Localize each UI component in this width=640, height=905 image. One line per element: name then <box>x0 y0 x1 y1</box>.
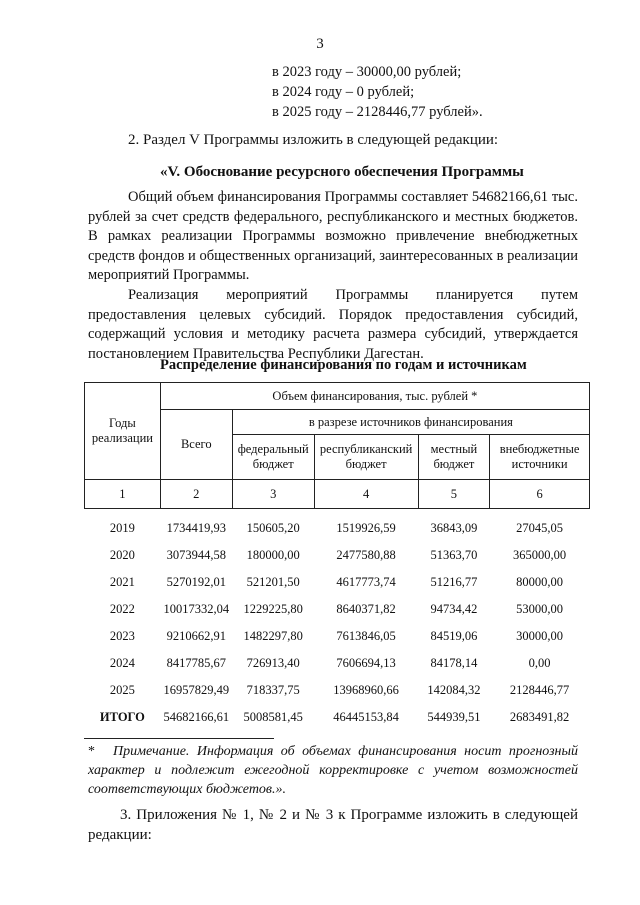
cell-total: 3073944,58 <box>166 548 226 562</box>
cell-federal: 180000,00 <box>246 548 300 562</box>
cell-republic: 7613846,05 <box>336 629 396 643</box>
cell-total: 10017332,04 <box>163 602 230 616</box>
cell-republic: 2477580,88 <box>336 548 396 562</box>
item-2-text: 2. Раздел V Программы изложить в следующей редакции: <box>128 132 499 148</box>
cell-extra: 80000,00 <box>516 575 564 589</box>
table-row <box>85 596 590 623</box>
cell-extra: 27045,05 <box>516 521 564 535</box>
cell-year: 2021 <box>109 575 135 589</box>
header-volume: Объем финансирования, тыс. рублей * <box>160 383 589 410</box>
header-years: Годы реализации <box>85 383 161 480</box>
table-row <box>85 509 590 543</box>
column-number: 6 <box>490 480 590 509</box>
cell-federal: 5008581,45 <box>243 710 303 724</box>
table-row <box>85 623 590 650</box>
table-total-row <box>85 704 590 731</box>
paragraph-total-funding: Общий объем финансирования Программы составляет 54682166,61 тыс. рублей за счет средств федерального, республиканского и местных бюджетов. В рамках реализации Программы возможно привлечение внебюджетных средств фондов и общественных организаций, заинтересованных в реализации мероприятий Программы. <box>88 189 578 283</box>
cell-total: 8417785,67 <box>166 656 226 670</box>
cell-total: 16957829,49 <box>163 683 230 697</box>
cell-republic: 1519926,59 <box>336 521 396 535</box>
table-row <box>85 650 590 677</box>
column-number: 3 <box>232 480 314 509</box>
cell-total-label: ИТОГО <box>99 710 145 724</box>
cell-federal: 718337,75 <box>246 683 300 697</box>
continuation-line-2025: в 2025 году – 2128446,77 рублей». <box>272 104 483 120</box>
funding-table <box>84 382 590 731</box>
cell-republic: 8640371,82 <box>336 602 396 616</box>
cell-extra: 365000,00 <box>513 548 567 562</box>
footnote <box>88 742 578 799</box>
table-caption: Распределение финансирования по годам и источникам <box>160 357 527 373</box>
header-republic: республиканский бюджет <box>314 435 418 480</box>
cell-extra: 0,00 <box>528 656 551 670</box>
table-row <box>85 677 590 704</box>
cell-year: 2023 <box>109 629 135 643</box>
cell-total: 1734419,93 <box>166 521 226 535</box>
cell-republic: 4617773,74 <box>336 575 396 589</box>
footnote-star: * <box>88 744 95 759</box>
cell-federal: 150605,20 <box>246 521 300 535</box>
column-number: 4 <box>314 480 418 509</box>
cell-federal: 521201,50 <box>246 575 300 589</box>
header-extra: внебюджетные источники <box>490 435 590 480</box>
cell-local: 142084,32 <box>427 683 481 697</box>
section-title: «V. Обоснование ресурсного обеспечения Программы <box>160 164 524 180</box>
cell-year: 2019 <box>109 521 135 535</box>
cell-republic: 13968960,66 <box>333 683 399 697</box>
cell-federal: 726913,40 <box>246 656 300 670</box>
item-3-text: 3. Приложения № 1, № 2 и № 3 к Программе изложить в следующей редакции: <box>88 807 578 843</box>
cell-extra: 53000,00 <box>516 602 564 616</box>
page-number: 3 <box>316 36 324 52</box>
continuation-line-2023: в 2023 году – 30000,00 рублей; <box>272 64 462 80</box>
footnote-divider <box>84 738 274 739</box>
cell-local: 544939,51 <box>427 710 481 724</box>
cell-year: 2022 <box>109 602 135 616</box>
cell-republic: 7606694,13 <box>336 656 396 670</box>
table-row <box>85 542 590 569</box>
paragraph-subsidies: Реализация мероприятий Программы планируется путем предоставления целевых субсидий. Порядок предоставления субсидий, содержащий условия и методику расчета размера субсидий, утверждается постановлением Правительства Республики Дагестан. <box>88 287 578 362</box>
cell-extra: 2683491,82 <box>509 710 570 724</box>
header-total: Всего <box>160 410 232 480</box>
header-federal: федеральный бюджет <box>232 435 314 480</box>
cell-local: 84178,14 <box>430 656 478 670</box>
column-number: 2 <box>160 480 232 509</box>
cell-total: 9210662,91 <box>166 629 226 643</box>
cell-local: 51216,77 <box>430 575 478 589</box>
cell-federal: 1482297,80 <box>243 629 303 643</box>
continuation-line-2024: в 2024 году – 0 рублей; <box>272 84 415 100</box>
cell-extra: 2128446,77 <box>509 683 570 697</box>
column-number: 5 <box>418 480 490 509</box>
cell-local: 94734,42 <box>430 602 478 616</box>
cell-year: 2020 <box>109 548 135 562</box>
cell-total: 54682166,61 <box>163 710 230 724</box>
cell-republic: 46445153,84 <box>333 710 399 724</box>
cell-local: 36843,09 <box>430 521 478 535</box>
column-number: 1 <box>85 480 161 509</box>
cell-federal: 1229225,80 <box>243 602 303 616</box>
cell-year: 2025 <box>109 683 135 697</box>
footnote-text: Примечание. Информация об объемах финансирования носит прогнозный характер и подлежит ежегодной корректировке с учетом возможностей соответствующих бюджетов.». <box>88 744 578 797</box>
header-sources: в разрезе источников финансирования <box>232 410 589 435</box>
cell-local: 84519,06 <box>430 629 478 643</box>
header-local: местный бюджет <box>418 435 490 480</box>
cell-local: 51363,70 <box>430 548 478 562</box>
cell-total: 5270192,01 <box>166 575 226 589</box>
cell-year: 2024 <box>109 656 135 670</box>
table-row <box>85 569 590 596</box>
cell-extra: 30000,00 <box>516 629 564 643</box>
